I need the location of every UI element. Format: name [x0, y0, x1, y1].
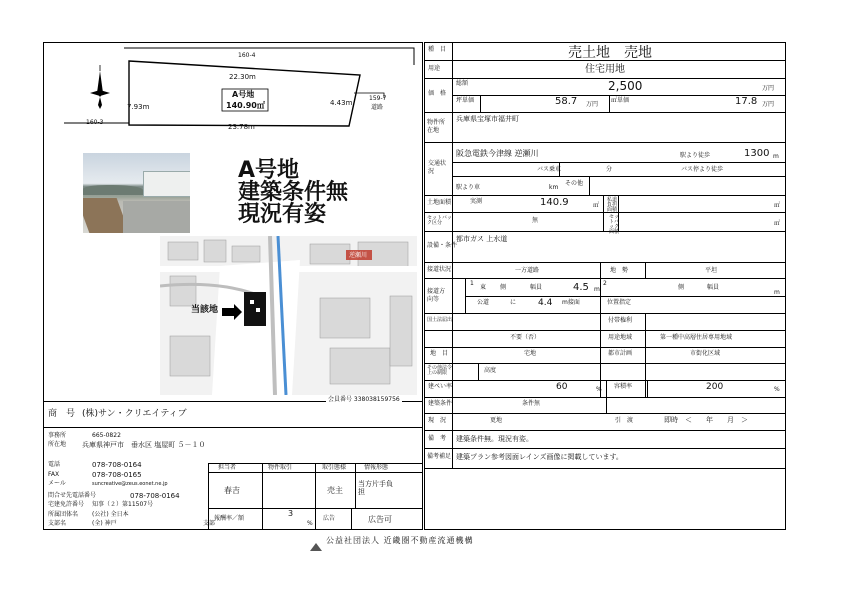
- road-dir-label: 接道方向等: [427, 288, 446, 303]
- staff-h4: 情報形態: [364, 464, 389, 471]
- area-value: 140.9: [540, 197, 569, 208]
- r2-width-label: 幅員: [707, 284, 720, 291]
- zoning-label: 用途地域: [608, 334, 633, 341]
- other-limit-value: 高度: [484, 367, 497, 374]
- r2-unit: m: [774, 289, 780, 296]
- address-label: 所在地: [48, 441, 67, 448]
- promo-line-1: A号地: [238, 158, 300, 183]
- r1-width-label: 幅員: [530, 284, 543, 291]
- assoc-label: 所属団体名: [48, 511, 79, 518]
- cond-value: 条件無: [522, 400, 541, 407]
- location-label: 物件所在地: [427, 119, 446, 134]
- far-label: 容積率: [614, 383, 633, 390]
- tsubo-unit: 万円: [586, 101, 599, 108]
- tel-label: 電話: [48, 461, 61, 468]
- shape-value: 平坦: [705, 267, 718, 274]
- bcr-value: 60: [556, 382, 568, 392]
- fee: 3: [288, 509, 294, 518]
- tsubo-value: 58.7: [555, 96, 578, 107]
- setback-area-label: セットバック面積: [609, 214, 620, 235]
- contact: 078-708-0164: [130, 492, 180, 500]
- traffic-label: 交通状況: [428, 160, 447, 176]
- lot-name: A号地: [232, 90, 255, 99]
- landcat-value: 宅地: [524, 350, 537, 357]
- lot-area: 140.90㎡: [226, 101, 265, 110]
- price-label: 価 格: [428, 90, 447, 97]
- left-length: 7.93m: [127, 103, 150, 111]
- walk-label: 駅より徒歩: [680, 152, 711, 159]
- price-unit: 万円: [762, 85, 775, 92]
- ad-value: 広告可: [368, 515, 392, 524]
- bcr-unit: %: [596, 386, 602, 393]
- location-value: 兵庫県宝塚市福井町: [456, 115, 519, 123]
- fee-label: 報酬率／額: [214, 515, 245, 522]
- trade-label: 商 号: [48, 409, 76, 419]
- bus-label: バス乗車: [537, 166, 562, 173]
- extra-label: 付帯権利: [608, 317, 633, 324]
- r2-side: 側: [678, 284, 685, 291]
- r3-mid: に: [510, 299, 517, 306]
- deliver-value: 即時 ＜ 年 月 ＞: [664, 416, 748, 424]
- area-label: 土地面積: [427, 199, 452, 206]
- area-unit: ㎡: [593, 202, 600, 209]
- r1-unit: m: [594, 286, 600, 293]
- area-kind: 実測: [470, 198, 483, 205]
- ad-label: 広告: [323, 515, 336, 522]
- far-value: 200: [706, 382, 724, 392]
- r3-kind: 公道: [477, 299, 490, 306]
- branch-suffix: 支部: [203, 520, 216, 527]
- deliver-label: 引 渡: [615, 417, 634, 424]
- car-unit: km: [549, 184, 559, 191]
- status-value: 更地: [490, 417, 503, 424]
- sqm-label: ㎡単価: [611, 97, 630, 104]
- fee-unit: %: [307, 520, 313, 527]
- org-logo-icon: [310, 536, 322, 544]
- remark2-value: 建築プラン参考図面レインズ画像に掲載しています。: [456, 453, 623, 461]
- purpose-value: 住宅用地: [585, 64, 625, 75]
- top-parcel-label: 160-4: [238, 52, 256, 59]
- member-no: 会員番号 338038159756: [328, 396, 400, 403]
- company-name: (株)サン・クリエイティブ: [82, 409, 187, 419]
- left-parcel-label: 160-3: [86, 119, 104, 126]
- walk-unit: m: [773, 153, 779, 160]
- r2-no: 2: [603, 280, 607, 287]
- r3-len: 4.4: [538, 298, 553, 308]
- cond-label: 建築条件: [428, 400, 453, 407]
- far-unit: %: [774, 386, 780, 393]
- r1-dir: 東: [480, 284, 487, 291]
- office-label: 事務所: [48, 432, 67, 439]
- staff-h2: 物件取引: [268, 464, 293, 471]
- postal: 665-0822: [92, 432, 121, 439]
- mail-label: メール: [48, 480, 66, 487]
- private-road-unit: ㎡: [774, 202, 781, 209]
- status-label: 現 況: [428, 417, 447, 424]
- bcr-label: 建ぺい率: [428, 383, 453, 390]
- kind-label: 種 目: [428, 46, 447, 53]
- private-road-label: 私道負担面積: [607, 197, 618, 213]
- purpose-label: 用途: [428, 65, 441, 72]
- mail: suncreative@zeus.eonet.ne.jp: [92, 481, 168, 487]
- position-label: 位置指定: [607, 299, 632, 306]
- law-value: 不要（否）: [510, 334, 541, 341]
- compass-icon: [90, 65, 110, 109]
- shape-label: 地 勢: [610, 267, 629, 274]
- busstop-label: バス停より徒歩: [681, 166, 724, 173]
- sqm-value: 17.8: [735, 96, 758, 107]
- top-length: 22.30m: [229, 73, 256, 81]
- staff-v1: 春吉: [224, 486, 240, 495]
- promo-line-3: 現況有姿: [238, 202, 327, 227]
- property-photo: [83, 153, 190, 233]
- sqm-unit: 万円: [762, 101, 775, 108]
- r1-side: 側: [500, 284, 507, 291]
- landcat-label: 地 目: [430, 350, 449, 357]
- road-value: 一方道路: [515, 267, 540, 274]
- right-parcel-label: 159-7: [369, 95, 387, 102]
- parcel-top-line: [124, 48, 414, 65]
- staff-v4: 当方片手負担: [358, 480, 393, 497]
- area-map: [160, 236, 417, 395]
- other-limit-label: その他法令上の制限: [427, 365, 453, 376]
- staff-v3: 売主: [327, 486, 343, 495]
- law-label: 国土法届出: [427, 317, 453, 323]
- license: 知事（２）第11507号: [92, 501, 154, 508]
- road-label: 接道状況: [427, 266, 452, 273]
- promo-line-2: 建築条件無: [238, 180, 349, 205]
- car-label: 駅より車: [456, 184, 481, 191]
- tsubo-label: 坪単価: [456, 97, 475, 104]
- remark2-label: 備考補足: [427, 453, 452, 460]
- price-prefix: 総額: [456, 80, 469, 87]
- station-label: 逆瀬川: [349, 252, 368, 259]
- setback-value: 無: [532, 217, 539, 224]
- branch: (全) 神戸: [92, 520, 117, 527]
- assoc: (公社) 全日本: [92, 511, 129, 518]
- facility-label: 設備・条件: [427, 242, 458, 249]
- fax-label: FAX: [48, 471, 60, 478]
- bottom-length: 23.78m: [228, 123, 255, 131]
- line-value: 阪急電鉄今津線 逆瀬川: [456, 149, 539, 158]
- staff-h3: 取引態様: [322, 464, 347, 471]
- right-road-label: 道路: [371, 104, 384, 111]
- kind-value: 売土地 売地: [568, 45, 652, 61]
- r1-width: 4.5: [573, 282, 589, 293]
- price-value: 2,500: [608, 79, 643, 93]
- footer-org: 公益社団法人 近畿圏不動産流通機構: [326, 536, 474, 545]
- fax: 078-708-0165: [92, 471, 142, 479]
- walk-value: 1300: [744, 148, 770, 159]
- tel: 078-708-0164: [92, 461, 142, 469]
- target-label: 当該地: [191, 305, 219, 315]
- setback-label: セットバック区分: [427, 215, 452, 226]
- license-label: 宅建免許番号: [48, 501, 85, 508]
- right-length: 4.43m: [330, 99, 353, 107]
- bus-unit: 分: [606, 166, 613, 173]
- r3-unit: m接面: [562, 299, 580, 306]
- city-value: 市街化区域: [690, 350, 721, 357]
- other-label: その他: [565, 180, 584, 187]
- setback-unit: ㎡: [774, 220, 781, 227]
- branch-label: 支部名: [48, 520, 67, 527]
- zoning-value: 第一種中高層住居専用地域: [660, 334, 733, 341]
- contact-label: 問合せ先電話番号: [48, 492, 97, 499]
- facility-value: 都市ガス 上水道: [456, 235, 508, 243]
- remark-value: 建築条件無。現況有姿。: [456, 435, 533, 443]
- address: 兵庫県神戸市 垂水区 塩屋町 ５－１０: [82, 441, 206, 449]
- remark-label: 備 考: [428, 435, 447, 442]
- city-label: 都市計画: [608, 350, 633, 357]
- staff-h1: 担当者: [218, 464, 237, 471]
- r1-no: 1: [470, 280, 474, 287]
